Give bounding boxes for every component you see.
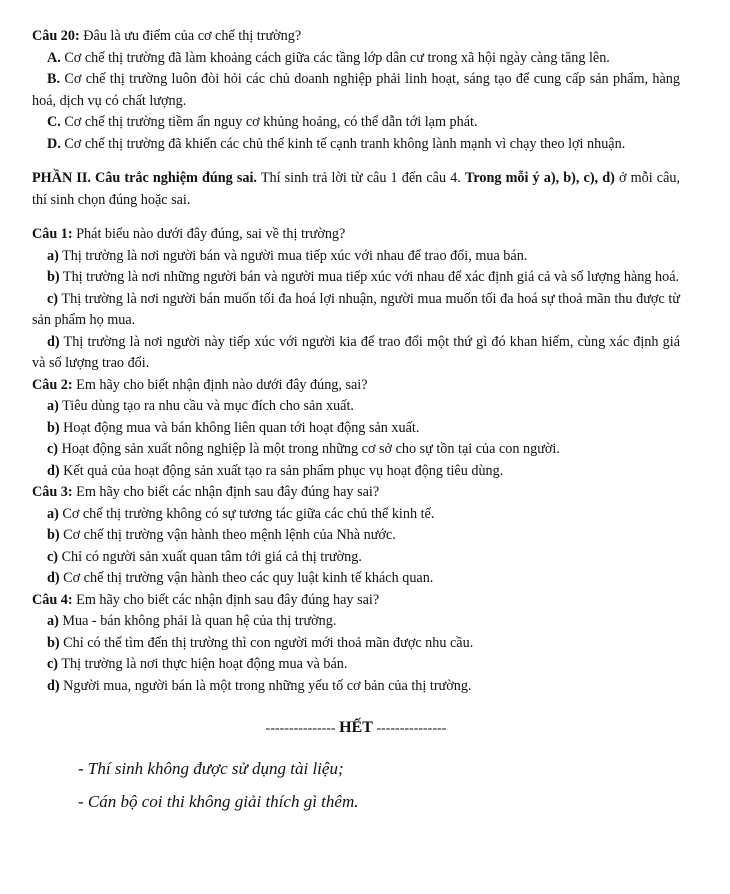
statement-key: d) [47,677,60,694]
statement-text: Thị trường là nơi người bán muốn tối đa hoá lợi nhuận, người mua muốn tối đa hoá sự thoả mãn thu được từ sản phẩm họ mua. [32,290,680,328]
question-2 [32,375,680,483]
question-text: Em hãy cho biết các nhận định sau đây đúng hay sai? [72,591,380,608]
statement-text: Chỉ có người sản xuất quan tâm tới giá cả thị trường. [58,548,362,565]
statement-key: c) [47,441,59,457]
statement-text: Hoạt động mua và bán không liên quan tới hoạt động sản xuất. [59,419,420,436]
statement-c [32,654,680,676]
end-dashes-left: --------------- [265,721,340,736]
question-stem [32,26,680,48]
part-2-instruction-tail: ở mỗi câu, thí sinh chọn đúng hoặc sai. [32,170,681,208]
footer-note-materials: - Thí sinh không được sử dụng tài liệu; [78,758,344,778]
statement-b [32,525,680,547]
statement-text: Hoạt động sản xuất nông nghiệp là một trong những cơ sở cho sự tồn tại của con người. [58,441,560,457]
statement-c [32,547,680,569]
statement-d [32,461,680,483]
statement-text: Cơ chế thị trường không có sự tương tác giữa các chủ thể kinh tế. [58,505,435,522]
option-b [32,69,680,112]
option-text: Cơ chế thị trường tiềm ẩn nguy cơ khủng hoảng, có thể dẫn tới lạm phát. [60,114,478,130]
statement-c [32,289,680,332]
statement-b [32,418,680,440]
question-3 [32,482,680,590]
statement-c [32,439,680,461]
statement-key: b) [47,527,60,543]
statement-key: c) [47,656,59,672]
statement-text: Thị trường là nơi thực hiện hoạt động mua và bán. [58,656,348,672]
question-stem [32,375,680,397]
statement-text: Thị trường là nơi người bán và người mua tiếp xúc với nhau để trao đổi, mua bán. [58,247,528,264]
statement-text: Cơ chế thị trường vận hành theo các quy luật kinh tế khách quan. [59,570,434,586]
question-number: Câu 1: [32,226,73,242]
part-2-instruction-bold: Trong mỗi ý a), b), c), d) [464,170,615,186]
statement-text: Thị trường là nơi những người bán và người mua tiếp xúc với nhau để xác định giá cả và số lượng hàng hoá. [59,269,680,285]
end-dashes-right: --------------- [372,721,447,736]
statement-text: Kết quả của hoạt động sản xuất tạo ra sản phẩm phục vụ hoạt động tiêu dùng. [59,462,504,479]
statement-text: Cơ chế thị trường vận hành theo mệnh lệnh của Nhà nước. [59,527,396,543]
question-number: Câu 2: [32,376,73,393]
end-label: HẾT [339,719,373,736]
question-text: Em hãy cho biết các nhận định sau đây đúng hay sai? [72,484,380,500]
exam-page [32,26,680,813]
statement-key: d) [47,570,60,586]
statement-text: Mua - bán không phải là quan hệ của thị trường. [58,613,337,629]
statement-a [32,246,680,268]
question-stem [32,590,680,612]
statement-b [32,633,680,655]
statement-a [32,504,680,526]
question-stem [32,224,680,246]
question-text: Phát biểu nào dưới đây đúng, sai về thị trường? [72,226,346,242]
part-2-instruction: Thí sinh trả lời từ câu 1 đến câu 4. [256,170,465,186]
question-stem [32,482,680,504]
statement-key: b) [47,634,60,651]
statement-d [32,676,680,698]
statement-key: d) [47,462,60,479]
statement-key: d) [47,333,60,350]
option-key: C. [47,114,61,130]
statement-text: Tiêu dùng tạo ra nhu cầu và mục đích cho sản xuất. [58,398,354,414]
question-4 [32,590,680,698]
option-d [32,134,680,156]
statement-d [32,332,680,375]
statement-text: Chỉ có thể tìm đến thị trường thì con người mới thoả mãn được nhu cầu. [59,634,474,651]
option-key: B. [47,71,61,87]
statement-key: c) [47,548,59,565]
statement-b [32,267,680,289]
option-a [32,48,680,70]
question-number: Câu 20: [32,28,80,44]
statement-a [32,396,680,418]
option-text: Cơ chế thị trường luôn đòi hỏi các chủ doanh nghiệp phải linh hoạt, sáng tạo để cung cấp sản phẩm, hàng hoá, dịch vụ có chất lượng. [32,71,680,109]
statement-text: Người mua, người bán là một trong những yếu tố cơ bản của thị trường. [59,677,472,694]
statement-key: a) [47,613,59,629]
statement-key: b) [47,419,60,436]
option-key: A. [47,49,61,66]
question-text: Em hãy cho biết nhận định nào dưới đây đúng, sai? [72,376,368,393]
option-text: Cơ chế thị trường đã khiến các chủ thể kinh tế cạnh tranh không lành mạnh vì chạy theo lợi nhuận. [60,135,626,152]
question-number: Câu 3: [32,484,73,500]
part-2-title: PHẦN II. Câu trắc nghiệm đúng sai. [32,170,257,186]
part-2-header [32,168,680,211]
question-20 [32,26,680,155]
option-text: Cơ chế thị trường đã làm khoảng cách giữa các tầng lớp dân cư trong xã hội ngày càng tăng lên. [60,49,610,66]
statement-key: b) [47,269,60,285]
statement-d [32,568,680,590]
end-marker [32,717,680,740]
statement-key: a) [47,398,59,414]
statement-a [32,611,680,633]
statement-key: a) [47,505,59,522]
question-1 [32,224,680,375]
statement-text: Thị trường là nơi người này tiếp xúc với người kia để trao đổi một thứ gì đó khan hiếm, cùng xác định giá và số lượng trao đổi. [32,333,680,371]
footer-note-proctor: - Cán bộ coi thi không giải thích gì thêm. [78,792,359,811]
option-key: D. [47,135,61,152]
question-number: Câu 4: [32,591,73,608]
option-c [32,112,680,134]
statement-key: c) [47,290,59,307]
question-text: Đâu là ưu điểm của cơ chế thị trường? [79,28,302,44]
statement-key: a) [47,247,59,264]
